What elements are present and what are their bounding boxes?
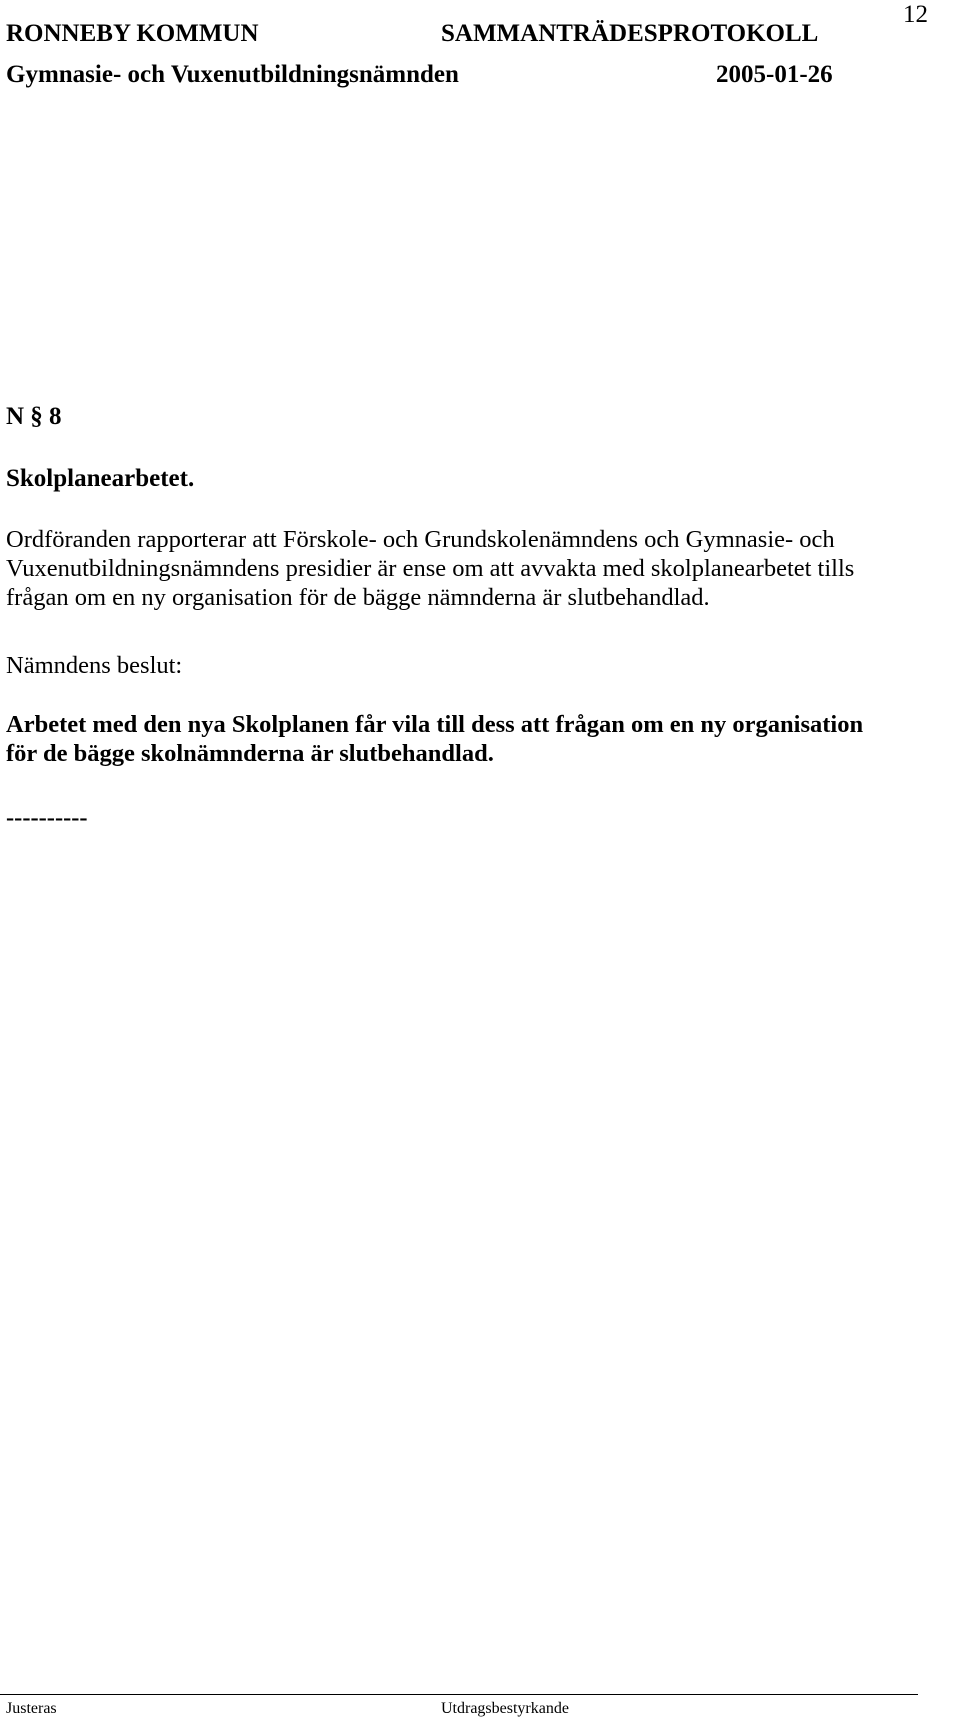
- body-line: Vuxenutbildningsnämndens presidier är ense om att avvakta med skolplanearbetet tills: [6, 555, 855, 582]
- meeting-date: 2005-01-26: [716, 61, 833, 88]
- body-line: frågan om en ny organisation för de bägge nämnderna är slutbehandlad.: [6, 584, 710, 611]
- decision-heading: Nämndens beslut:: [6, 652, 183, 679]
- body-paragraph: [6, 525, 854, 612]
- section-number: N § 8: [6, 403, 62, 430]
- decision-text: [6, 710, 863, 768]
- committee-name: Gymnasie- och Vuxenutbildningsnämnden: [6, 61, 459, 88]
- page-number: 12: [903, 1, 928, 28]
- end-marker: ----------: [6, 804, 88, 831]
- footer-justeras: Justeras: [6, 1700, 57, 1717]
- body-line: Ordföranden rapporterar att Förskole- och Grundskolenämndens och Gymnasie- och: [6, 526, 835, 553]
- decision-line: Arbetet med den nya Skolplanen får vila till dess att frågan om en ny organisation: [6, 711, 864, 738]
- footer-utdragsbestyrkande: Utdragsbestyrkande: [441, 1700, 569, 1717]
- decision-line: för de bägge skolnämnderna är slutbehandlad.: [6, 740, 494, 767]
- footer-rule: [0, 1694, 918, 1695]
- document-type: SAMMANTRÄDESPROTOKOLL: [441, 20, 819, 47]
- section-title: Skolplanearbetet.: [6, 465, 195, 492]
- municipality-name: RONNEBY KOMMUN: [6, 20, 259, 47]
